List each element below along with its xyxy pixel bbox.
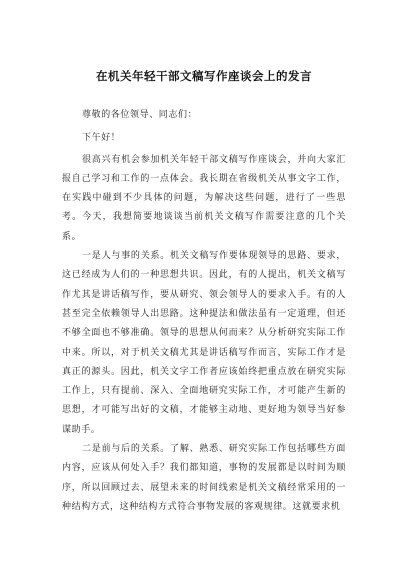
paragraph-intro: 很高兴有机会参加机关年轻干部文稿写作座谈会，并向大家汇报自己学习和工作的一点体会。我长期在省级机关从事文字工作，在实践中碰到不少具体的问题，为解决这些问题，进行了一些思考。今天，我想简要地谈谈当前机关文稿写作需要注意的几个关系。 [62,154,346,242]
greeting: 下午好！ [82,133,121,144]
paragraph-before-and-after: 二是前与后的关系。了解、熟悉、研究实际工作包括哪些方面内容，应该从何处入手？我们都知道，事物的发展都是以时间为顺序，所以回顾过去、展望未来的时间线索是机关文稿经常采用的一种结构方式，这种结构方式符合事物发展的客观规律。这就要求机 [62,444,346,512]
salutation: 尊敬的各位领导、同志们： [82,110,198,120]
document-title: 在机关年轻干部文稿写作座谈会上的发言 [96,69,312,83]
paragraph-people-and-work: 一是人与事的关系。机关文稿写作要体现领导的思路、要求，这已经成为人们的一种思想共识。因此，有的人提出，机关文稿写作尤其是讲话稿写作，要从研究、领会领导人的要求入手。有的人甚至完全依赖领导人出思路。这种提法和做法虽有一定道理，但还不够全面也不够准确。领导的思想从何而来？从分析研究实际工作中来。所以，对于机关文稿尤其是讲话稿写作而言，实际工作才是真正的源头。因此，机关文字工作者应该始终把重点放在研究实际工作上，只有提前、深入、全面地研究实际工作，才可能产生新的思想，才可能写出好的文稿，才能够主动地、更好地为领导当好参谋助手。 [62,251,346,435]
